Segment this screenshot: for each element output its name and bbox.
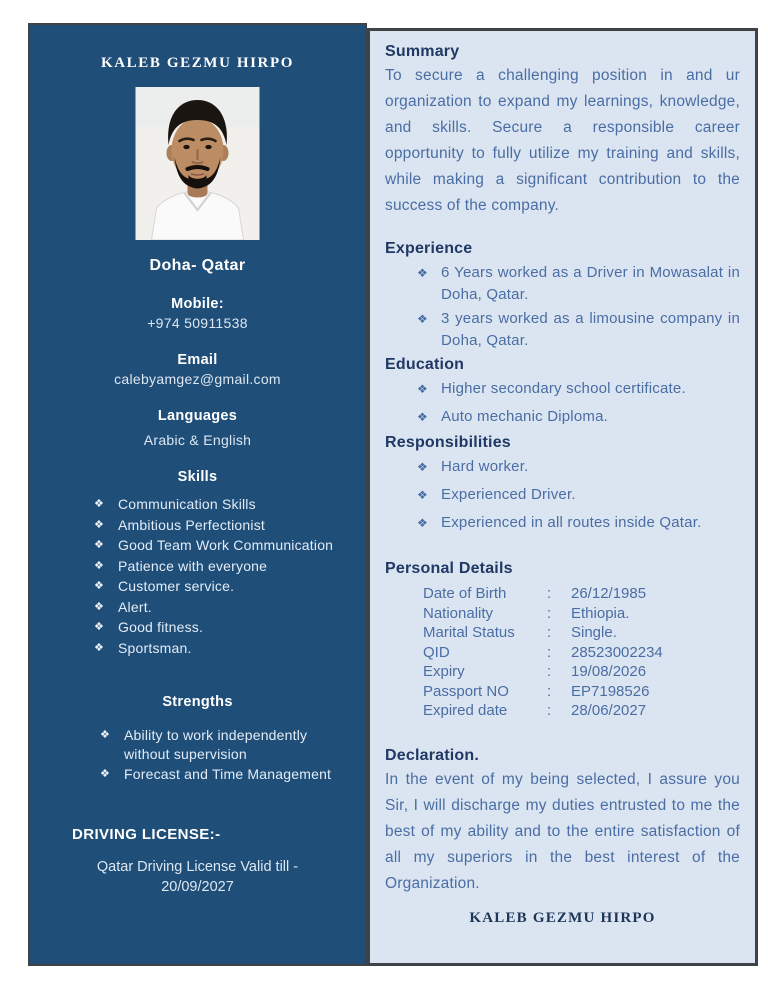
skill-text: Customer service.: [118, 578, 235, 594]
declaration-heading: Declaration.: [385, 746, 479, 764]
responsibility-text: Hard worker.: [441, 458, 529, 475]
location: Doha- Qatar: [149, 257, 246, 274]
strength-text: Forecast and Time Management: [124, 766, 332, 782]
table-row: [385, 701, 740, 721]
detail-value: Single.: [571, 624, 617, 641]
detail-colon: :: [547, 702, 552, 719]
summary-heading: Summary: [385, 43, 460, 60]
list-item: [385, 262, 740, 306]
education-text: Higher secondary school certificate.: [441, 380, 686, 397]
skill-text: Ambitious Perfectionist: [118, 516, 265, 533]
list-item: [30, 557, 365, 576]
mobile-value: +974 50911538: [147, 315, 248, 331]
table-row: [385, 682, 740, 702]
table-row: [385, 662, 740, 682]
education-text: Auto mechanic Diploma.: [441, 408, 608, 425]
table-row: [385, 643, 740, 663]
experience-heading: Experience: [385, 240, 473, 257]
list-item: [30, 639, 365, 658]
skill-text: Good Team Work Communication: [118, 537, 334, 553]
list-item: [30, 726, 365, 764]
sidebar-panel: [28, 23, 367, 966]
diamond-bullet-icon: ❖: [94, 600, 104, 613]
responsibilities-list: [385, 456, 740, 534]
diamond-bullet-icon: ❖: [417, 460, 428, 474]
diamond-bullet-icon: ❖: [94, 498, 104, 510]
table-row: [385, 584, 740, 604]
diamond-bullet-icon: ❖: [100, 768, 110, 780]
skill-text: Alert.: [118, 598, 152, 615]
diamond-bullet-icon: ❖: [417, 516, 428, 530]
experience-list: [385, 262, 740, 352]
skill-text: Good fitness.: [118, 619, 204, 635]
list-item: [385, 378, 740, 400]
detail-value: 28523002234: [571, 643, 663, 661]
diamond-bullet-icon: ❖: [94, 641, 104, 654]
strengths-label: Strengths: [162, 693, 233, 710]
education-list: [385, 378, 740, 428]
detail-label: QID: [423, 643, 450, 661]
diamond-bullet-icon: ❖: [94, 518, 104, 531]
diamond-bullet-icon: ❖: [94, 580, 104, 592]
list-item: [30, 598, 365, 617]
email-value: calebyamgez@gmail.com: [114, 371, 281, 387]
main-panel: [367, 28, 758, 966]
list-item: [30, 516, 365, 535]
detail-label: Passport NO: [423, 682, 509, 700]
detail-value: EP7198526: [571, 682, 650, 700]
languages-value: Arabic & English: [143, 432, 252, 448]
diamond-bullet-icon: ❖: [100, 728, 110, 741]
detail-value: 28/06/2027: [571, 702, 647, 719]
personal-details-table: [385, 584, 740, 721]
diamond-bullet-icon: ❖: [417, 410, 428, 424]
list-item: [30, 536, 365, 555]
detail-colon: :: [547, 682, 552, 700]
responsibilities-heading: Responsibilities: [385, 434, 511, 451]
email-label: Email: [177, 352, 218, 368]
experience-text: 3 years worked as a limousine company in Doha, Qatar.: [441, 310, 740, 349]
diamond-bullet-icon: ❖: [417, 488, 428, 502]
responsibility-text: Experienced Driver.: [441, 486, 576, 503]
list-item: [30, 765, 365, 784]
signature-name: KALEB GEZMU HIRPO: [469, 909, 656, 926]
detail-label: Nationality: [423, 604, 494, 622]
driving-license-value: Qatar Driving License Valid till - 20/09/2027: [96, 859, 299, 895]
diamond-bullet-icon: ❖: [94, 559, 104, 572]
strengths-list: [30, 726, 365, 785]
detail-value: Ethiopia.: [571, 604, 630, 622]
table-row: [385, 623, 740, 643]
profile-photo-illustration: [135, 87, 260, 240]
mobile-label: Mobile:: [171, 296, 224, 312]
diamond-bullet-icon: ❖: [94, 539, 104, 551]
languages-label: Languages: [157, 408, 238, 424]
skills-list: [30, 495, 365, 658]
skills-label: Skills: [177, 469, 218, 485]
profile-photo: [135, 87, 260, 240]
summary-text: To secure a challenging position in and ur organization to expand my learnings, knowledge, and skills. Secure a responsible career opportunity to fully utilize my training and skills, while making a significant contribution to the success of the company.: [385, 67, 740, 214]
list-item: [385, 456, 740, 478]
list-item: [385, 308, 740, 352]
detail-label: Date of Birth: [423, 585, 507, 602]
list-item: [30, 577, 365, 596]
candidate-name: KALEB GEZMU HIRPO: [100, 55, 295, 71]
detail-colon: :: [547, 663, 552, 680]
detail-label: Marital Status: [423, 624, 515, 641]
detail-colon: :: [547, 643, 552, 661]
declaration-text: In the event of my being selected, I assure you Sir, I will discharge my duties entrusted to me the best of my ability and to the entire satisfaction of all my superiors in the best interest of the Organization.: [385, 770, 740, 892]
detail-colon: :: [547, 624, 552, 641]
detail-colon: :: [547, 604, 552, 622]
table-row: [385, 604, 740, 624]
list-item: [385, 512, 740, 534]
list-item: [385, 406, 740, 428]
personal-details-heading: Personal Details: [385, 560, 513, 577]
skill-text: Patience with everyone: [118, 557, 268, 574]
list-item: [30, 495, 365, 514]
driving-license-label: DRIVING LICENSE:-: [72, 826, 221, 843]
strength-text: Ability to work independently without supervision: [124, 726, 308, 762]
detail-colon: :: [547, 585, 552, 602]
list-item: [30, 618, 365, 637]
detail-label: Expired date: [423, 702, 508, 719]
diamond-bullet-icon: ❖: [417, 382, 428, 396]
diamond-bullet-icon: ❖: [417, 312, 428, 326]
diamond-bullet-icon: ❖: [417, 266, 428, 280]
responsibility-text: Experienced in all routes inside Qatar.: [441, 514, 702, 531]
list-item: [385, 484, 740, 506]
detail-value: 19/08/2026: [571, 663, 647, 680]
experience-text: 6 Years worked as a Driver in Mowasalat in Doha, Qatar.: [441, 264, 740, 303]
detail-label: Expiry: [423, 663, 465, 680]
detail-value: 26/12/1985: [571, 585, 647, 602]
education-heading: Education: [385, 356, 465, 373]
skill-text: Communication Skills: [118, 496, 256, 512]
diamond-bullet-icon: ❖: [94, 621, 104, 633]
skill-text: Sportsman.: [118, 639, 192, 656]
